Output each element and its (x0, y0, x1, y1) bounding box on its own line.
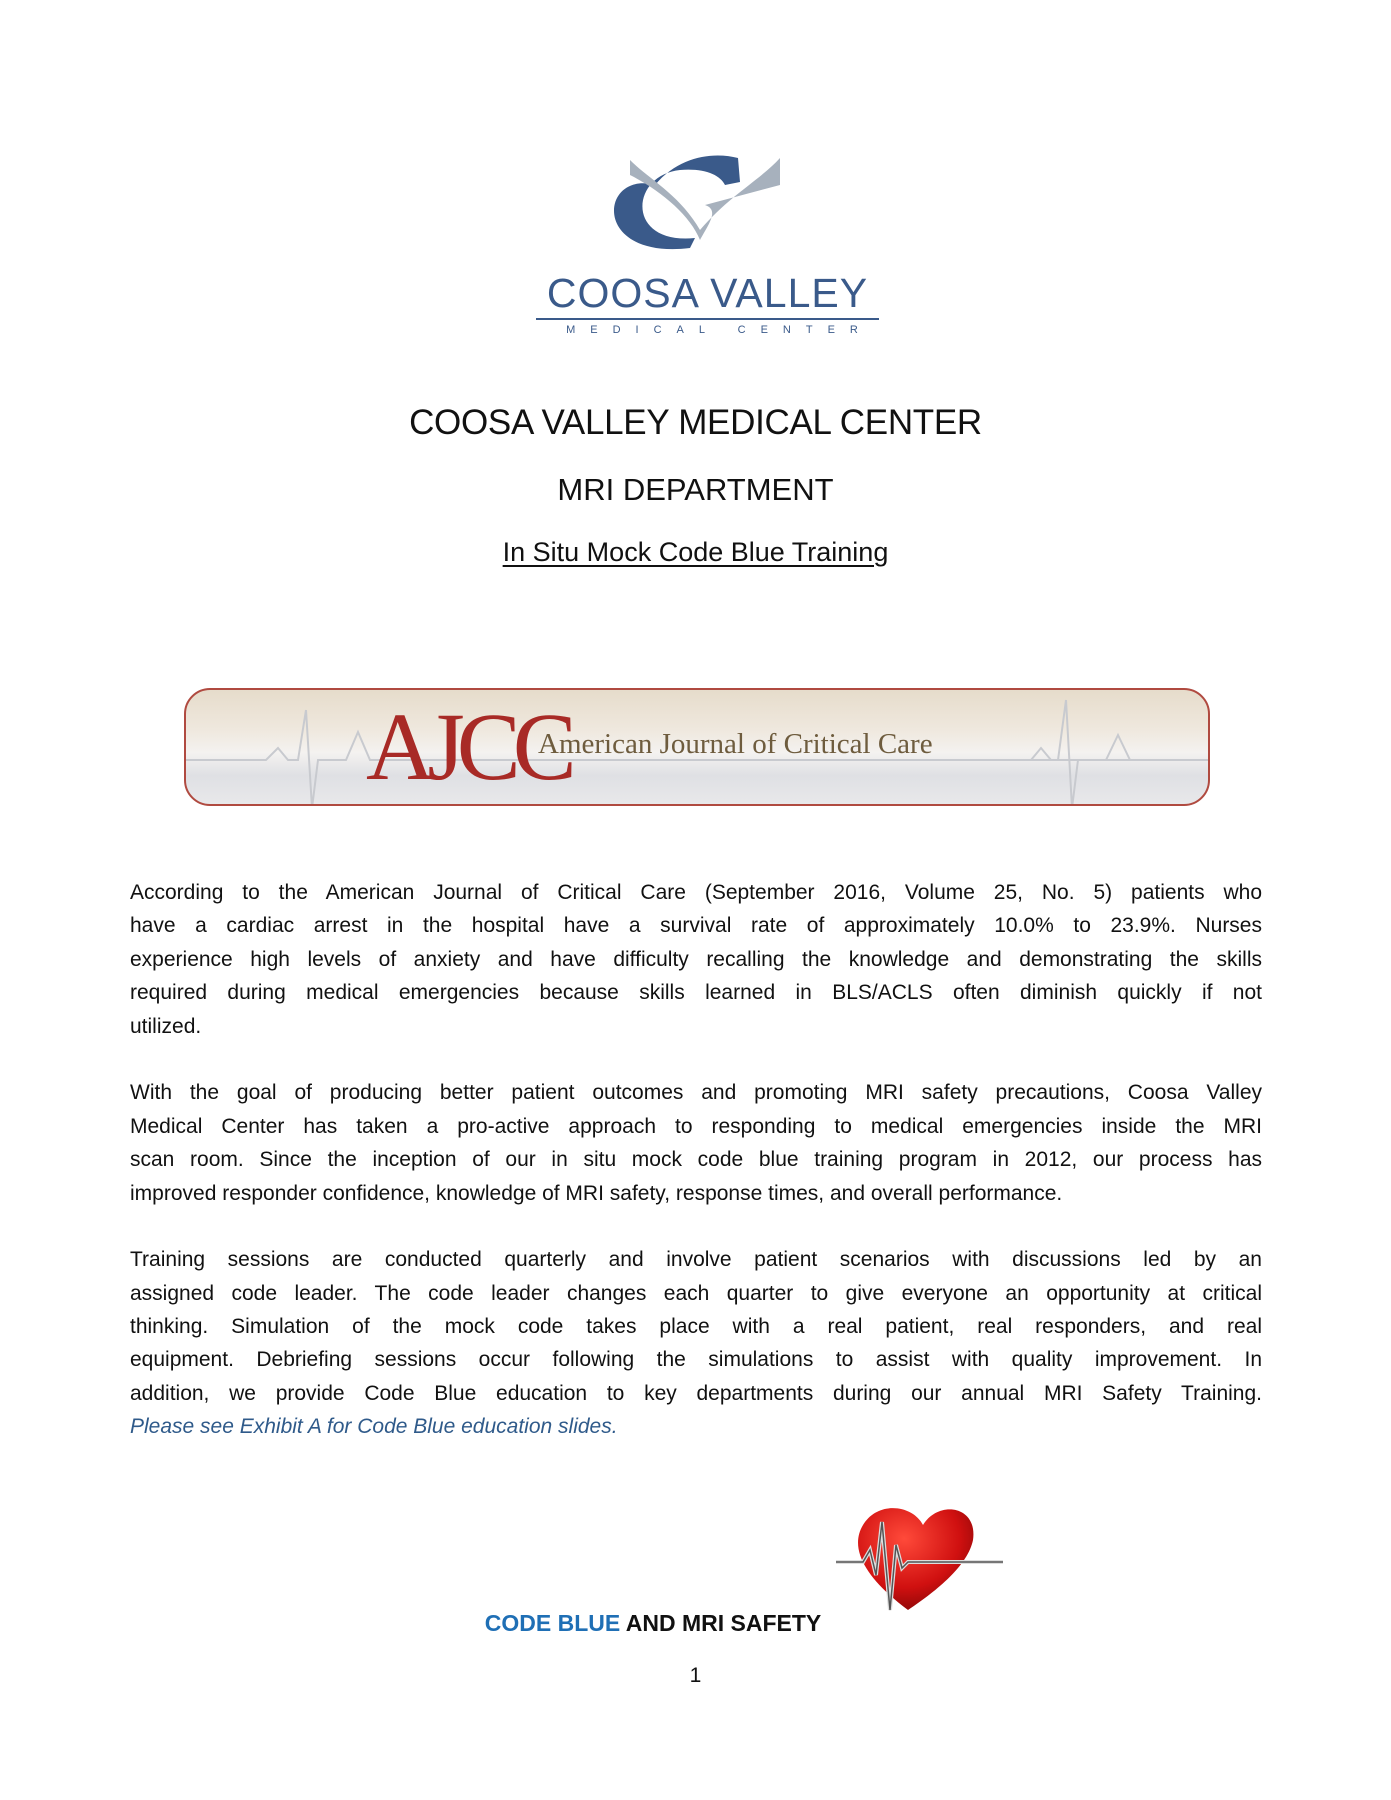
body-text (130, 876, 1262, 1477)
logo-emblem-icon (530, 130, 885, 270)
document-subtitle (0, 537, 1391, 568)
text-line: addition, we provide Code Blue education to key departments during our annual MRI Safety Training. (130, 1381, 1262, 1405)
text-line: required during medical emergencies because skills learned in BLS/ACLS often diminish quickly if not (130, 981, 1262, 1005)
heart-ecg-icon (828, 1500, 1008, 1625)
text-line: utilized. (130, 1014, 202, 1038)
journal-name: American Journal of Critical Care (538, 728, 933, 760)
text-line: According to the American Journal of Critical Care (September 2016, Volume 25, No. 5) patients who (130, 881, 1262, 904)
footer-title-rest: AND MRI SAFETY (620, 1610, 822, 1636)
text-line: experience high levels of anxiety and have difficulty recalling the knowledge and demonstrating the skills (130, 947, 1262, 971)
page-title: COOSA VALLEY MEDICAL CENTER (409, 403, 982, 442)
subtitle-text: In Situ Mock Code Blue Training (502, 537, 889, 567)
text-line: have a cardiac arrest in the hospital have a survival rate of approximately 10.0% to 23.9%. Nurses (130, 914, 1262, 938)
text-line: Medical Center has taken a pro-active approach to responding to medical emergencies inside the MRI (130, 1114, 1262, 1138)
exhibit-note: Please see Exhibit A for Code Blue education slides. (130, 1415, 618, 1439)
text-line: improved responder confidence, knowledge of MRI safety, response times, and overall performance. (130, 1181, 1063, 1205)
text-line: scan room. Since the inception of our in situ mock code blue training program in 2012, our process has (130, 1148, 1262, 1172)
text-line: equipment. Debriefing sessions occur following the simulations to assist with quality improvement. In (130, 1348, 1262, 1372)
text-line: thinking. Simulation of the mock code takes place with a real patient, real responders, and real (130, 1315, 1262, 1339)
logo-divider (536, 318, 879, 320)
text-line: Training sessions are conducted quarterly and involve patient scenarios with discussions led by an (130, 1248, 1262, 1272)
paragraph (130, 876, 1262, 1043)
logo-subtitle: MEDICAL CENTER (566, 324, 873, 336)
footer-title-blue: CODE BLUE (484, 1610, 621, 1636)
department-heading: MRI DEPARTMENT (557, 472, 834, 507)
logo-name: COOSA VALLEY (546, 270, 869, 316)
ajcc-banner (184, 688, 1210, 806)
footer-title (0, 1610, 1306, 1637)
text-line: With the goal of producing better patient outcomes and promoting MRI safety precautions, Coosa Valley (130, 1081, 1262, 1105)
page-number: 1 (689, 1664, 702, 1687)
paragraph (130, 1076, 1262, 1210)
paragraph (130, 1243, 1262, 1443)
ajcc-letters: AJCC (366, 693, 569, 800)
coosa-valley-logo (530, 130, 885, 365)
text-line: assigned code leader. The code leader changes each quarter to give everyone an opportunity at critical (130, 1281, 1262, 1305)
